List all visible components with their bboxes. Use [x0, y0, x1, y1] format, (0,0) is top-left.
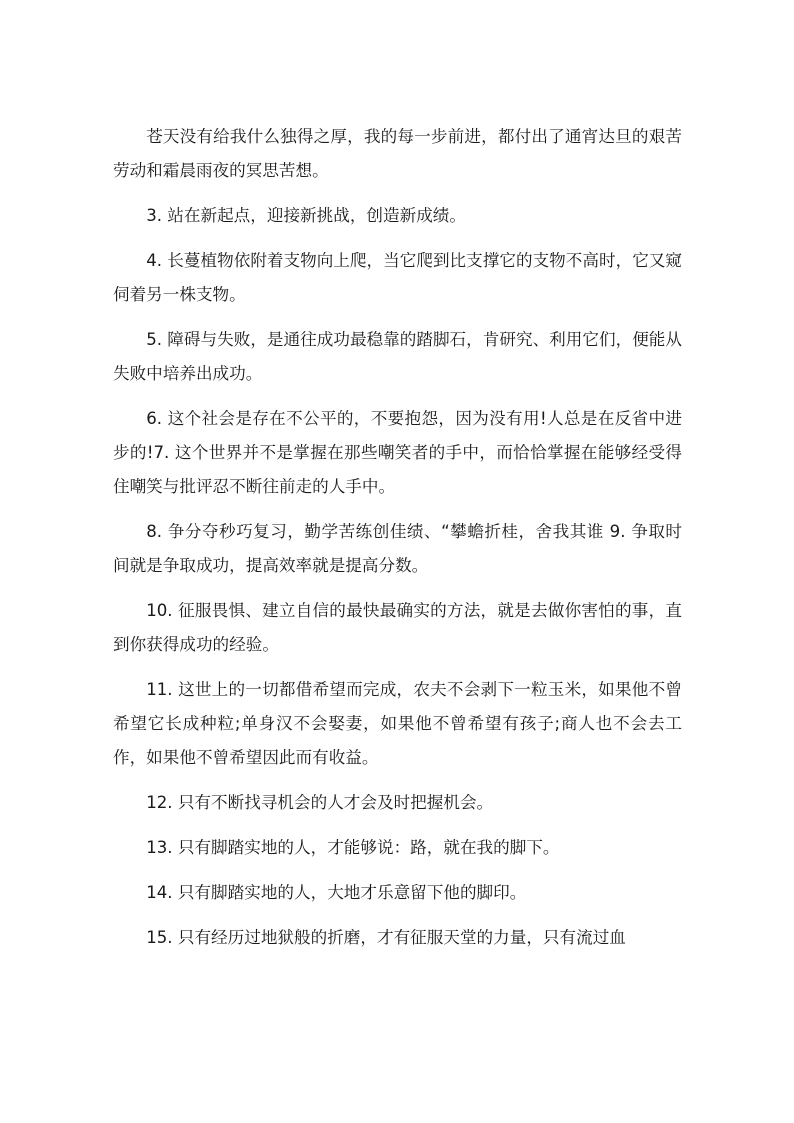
paragraph-intro: 苍天没有给我什么独得之厚，我的每一步前进，都付出了通宵达旦的艰苦劳动和霜晨雨夜的冥思苦想。: [113, 127, 682, 180]
paragraph-13: 13. 只有脚踏实地的人，才能够说：路，就在我的脚下。: [146, 838, 560, 857]
document-body: [113, 120, 682, 966]
paragraph-12: 12. 只有不断找寻机会的人才会及时把握机会。: [146, 793, 494, 812]
paragraph-14: 14. 只有脚踏实地的人，大地才乐意留下他的脚印。: [146, 883, 527, 902]
paragraph-6-7: 6. 这个社会是存在不公平的，不要抱怨，因为没有用!人总是在反省中进步的!7. 这个世界并不是掌握在那些嘲笑者的手中，而恰恰掌握在能够经受得住嘲笑与批评忍不断往前走的人手中。: [113, 409, 682, 496]
paragraph-11: 11. 这世上的一切都借希望而完成，农夫不会剥下一粒玉米，如果他不曾希望它长成种粒;单身汉不会娶妻，如果他不曾希望有孩子;商人也不会去工作，如果他不曾希望因此而有收益。: [113, 680, 682, 767]
paragraph-4: 4. 长蔓植物依附着支物向上爬，当它爬到比支撑它的支物不高时，它又窥伺着另一株支物。: [113, 251, 682, 304]
paragraph-15: 15. 只有经历过地狱般的折磨，才有征服天堂的力量，只有流过血: [146, 928, 626, 947]
paragraph-8-9: 8. 争分夺秒巧复习，勤学苦练创佳绩、“攀蟾折桂，舍我其谁 9. 争取时间就是争取成功，提高效率就是提高分数。: [113, 522, 682, 575]
paragraph-3: 3. 站在新起点，迎接新挑战，创造新成绩。: [146, 206, 466, 225]
paragraph-5: 5. 障碍与失败，是通往成功最稳靠的踏脚石，肯研究、利用它们，便能从失败中培养出成功。: [113, 330, 682, 383]
paragraph-10: 10. 征服畏惧、建立自信的最快最确实的方法，就是去做你害怕的事，直到你获得成功的经验。: [113, 601, 682, 654]
